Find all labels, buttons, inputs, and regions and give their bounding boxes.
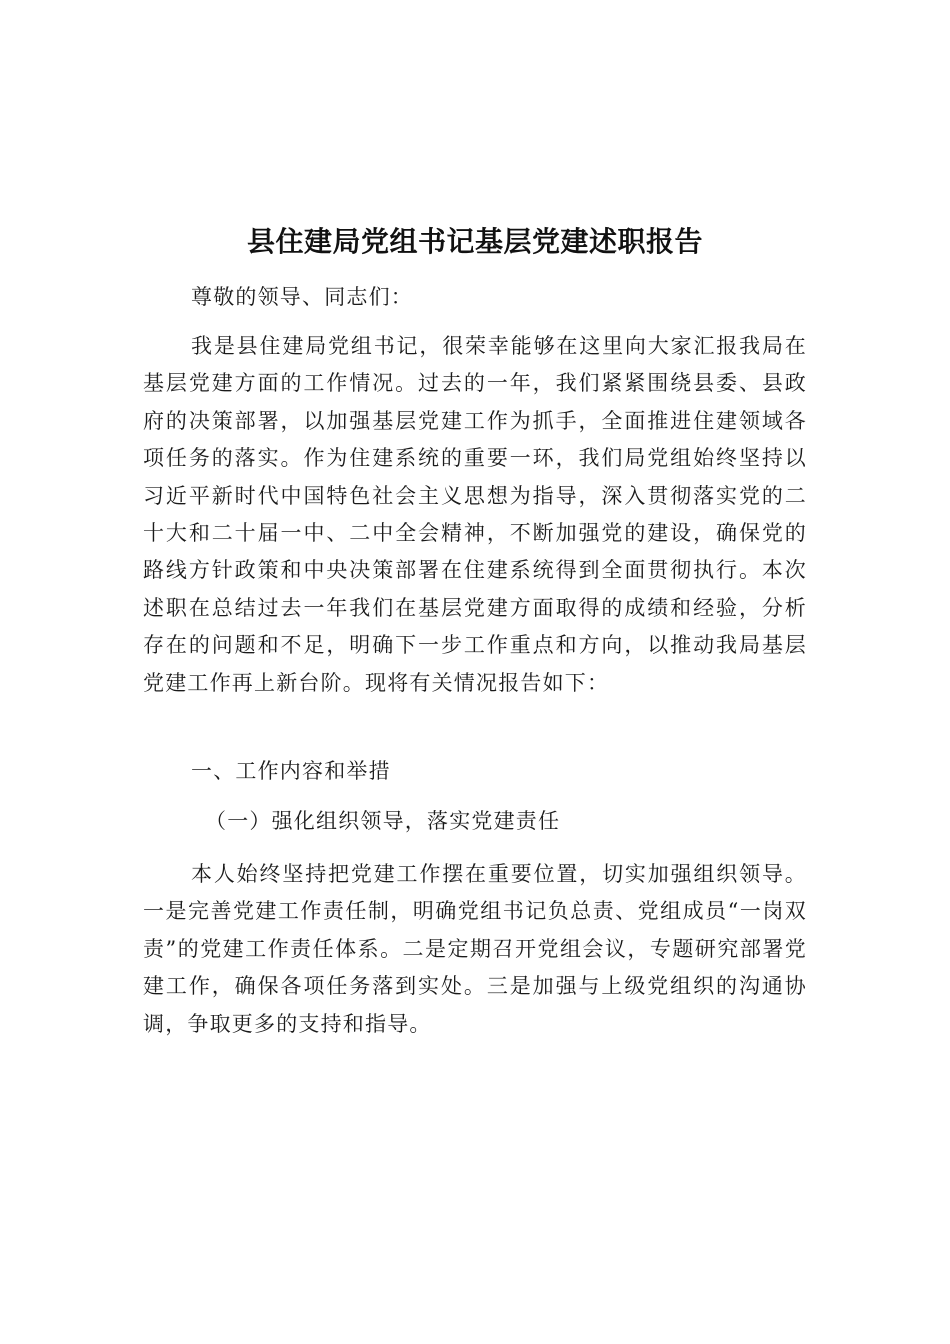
greeting: 尊敬的领导、同志们：	[191, 285, 413, 309]
section-heading: 一、工作内容和举措	[191, 759, 391, 783]
intro-paragraph: 我是县住建局党组书记，很荣幸能够在这里向大家汇报我局在基层党建方面的工作情况。过去的一年，我们紧紧围绕县委、县政府的决策部署，以加强基层党建工作为抓手，全面推进住建领域各项任务的落实。作为住建系统的重要一环，我们局党组始终坚持以习近平新时代中国特色社会主义思想为指导，深入贯彻落实党的二十大和二十届一中、二中全会精神，不断加强党的建设，确保党的路线方针政策和中央决策部署在住建系统得到全面贯彻执行。本次述职在总结过去一年我们在基层党建方面取得的成绩和经验，分析存在的问题和不足，明确下一步工作重点和方向，以推动我局基层党建工作再上新台阶。现将有关情况报告如下：	[143, 334, 807, 695]
document-title: 县住建局党组书记基层党建述职报告	[246, 225, 703, 258]
subsection-heading: （一）强化组织领导，落实党建责任	[205, 809, 561, 833]
body-paragraph: 本人始终坚持把党建工作摆在重要位置，切实加强组织领导。 一是完善党建工作责任制，明确党组书记负总责、党组成员“一岗双责”的党建工作责任体系。二是定期召开党组会议，专题研究部署党建工作，确保各项任务落到实处。三是加强与上级党组织的沟通协调，争取更多的支持和指导。	[143, 862, 807, 1036]
